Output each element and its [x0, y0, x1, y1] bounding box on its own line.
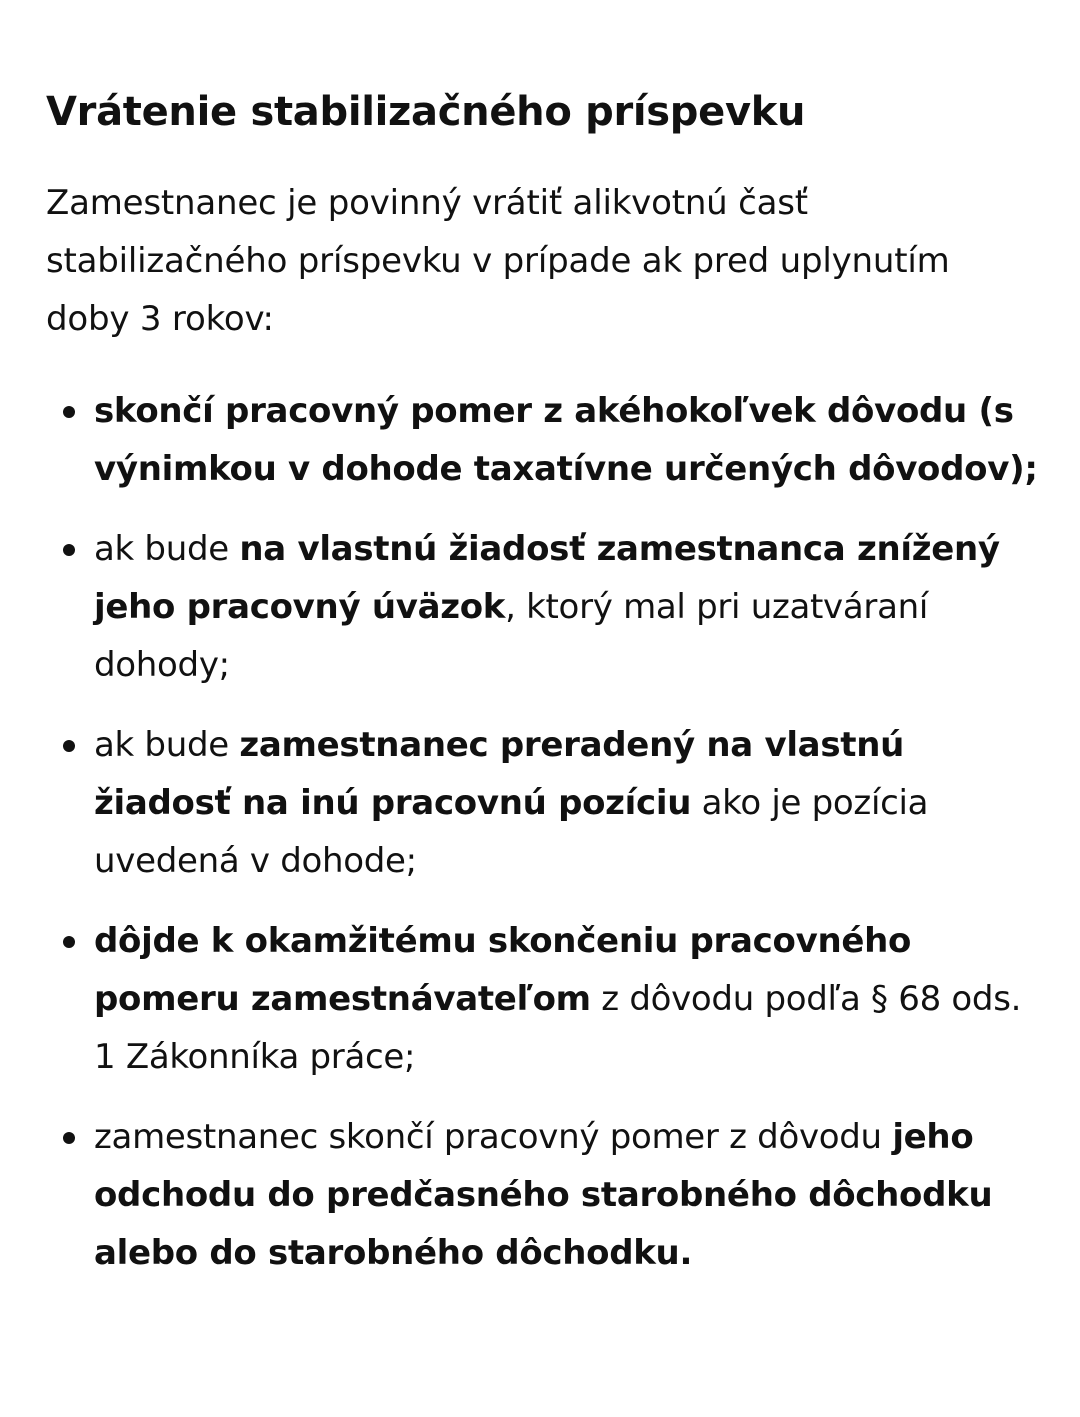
list-item: [46, 912, 1046, 1086]
article-content: [46, 82, 1046, 1304]
item-text: ako je pozícia uvedená v dohode;: [94, 783, 929, 881]
list-item: [46, 1108, 1046, 1282]
item-bold-text: na vlastnú žiadosť zamestnanca znížený jeho pracovný úväzok: [94, 529, 1000, 627]
bullet-dot-icon: [63, 1132, 75, 1144]
list-item: [46, 520, 1046, 694]
section-title: Vrátenie stabilizačného príspevku: [46, 89, 806, 135]
item-bold-text: zamestnanec preradený na vlastnú žiadosť na inú pracovnú pozíciu: [94, 725, 905, 823]
list-item: [46, 382, 1046, 498]
item-bold-text: jeho odchodu do predčasného starobného dôchodku alebo do starobného dôchodku.: [94, 1117, 993, 1273]
conditions-list: [46, 382, 1046, 1282]
item-text: ak bude: [94, 529, 240, 569]
item-text: zamestnanec skončí pracovný pomer z dôvodu: [94, 1117, 893, 1157]
item-bold-text: skončí pracovný pomer z akéhokoľvek dôvodu (s výnimkou v dohode taxatívne určených dôvodov);: [94, 391, 1038, 489]
bullet-dot-icon: [63, 406, 75, 418]
item-bold-text: dôjde k okamžitému skončeniu pracovného pomeru zamestnávateľom: [94, 921, 912, 1019]
list-item: [46, 716, 1046, 890]
item-text: , ktorý mal pri uzatváraní dohody;: [94, 587, 929, 685]
bullet-dot-icon: [63, 544, 75, 556]
item-text: z dôvodu podľa § 68 ods. 1 Zákonníka práce;: [94, 979, 1022, 1077]
bullet-dot-icon: [63, 936, 75, 948]
item-text: ak bude: [94, 725, 240, 765]
intro-paragraph: Zamestnanec je povinný vrátiť alikvotnú časť stabilizačného príspevku v prípade ak pred uplynutím doby 3 rokov:: [46, 183, 950, 339]
bullet-dot-icon: [63, 740, 75, 752]
